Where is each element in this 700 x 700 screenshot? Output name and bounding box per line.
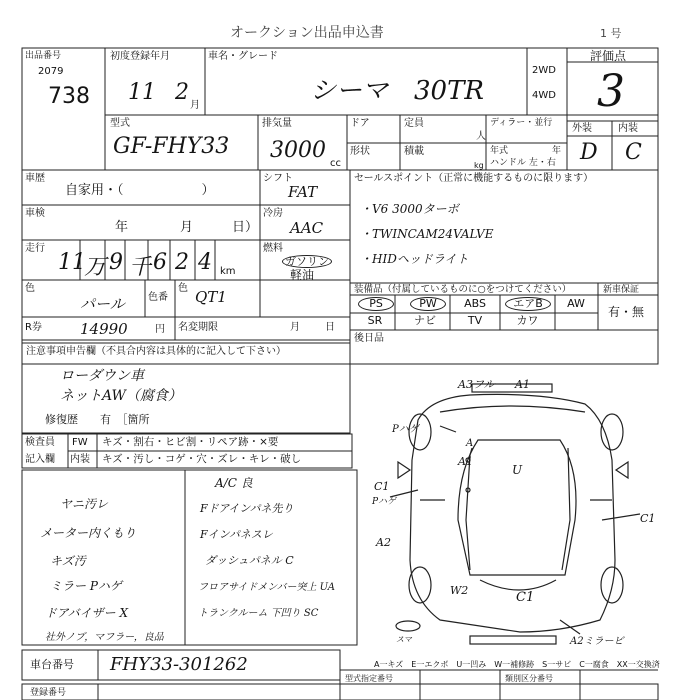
remark-right-3: Fインパネスレ (200, 528, 273, 541)
notes-label: 注意事項申告欄（不具合内容は具体的に記入して下さい） (26, 346, 286, 357)
header-corner-right: 1 号 (600, 27, 622, 40)
inspector-label-1: 検査員 (25, 437, 55, 448)
mark-w2: W2 (450, 584, 469, 597)
fuel-diesel: 軽油 (290, 268, 315, 282)
recycle-unit: 円 (155, 324, 165, 335)
selling-points-label: セールスポイント（正常に機能するものに限ります） (354, 173, 594, 184)
remark-right-2: Fドアインパネ先り (200, 502, 294, 515)
new-car-warranty-value: 有・無 (608, 305, 645, 319)
plate-label: 名変期限 (178, 322, 218, 333)
mileage-d4: 6 (153, 250, 167, 275)
recycle-label: R券 (25, 322, 42, 333)
mileage-d1: 万 (84, 255, 107, 280)
fuel-label: 燃料 (263, 243, 283, 254)
remark-left-4: ミラー Pハゲ (50, 579, 122, 593)
inspector-fw-items: キズ・割右・ヒビ割・リペア跡・×要 (102, 436, 279, 448)
exterior-grade: D (580, 140, 598, 165)
dealer-label: ディラー・並行 (490, 118, 553, 128)
model-label: 車名・グレード (208, 51, 278, 62)
drive-4wd: 4WD (532, 90, 556, 101)
remark-right-5: フロアサイドメンバー突上 UA (198, 582, 336, 593)
inspector-int-items: キズ・汚し・コゲ・穴・ズレ・キレ・破し (102, 453, 302, 465)
type-value: GF-FHY33 (113, 134, 230, 159)
load-unit: kg (474, 161, 484, 170)
registration-label: 初度登録年月 (110, 51, 170, 62)
equip-ps: PS (358, 297, 394, 311)
remark-left-2: メーター内くもり (40, 526, 137, 540)
usage-value: 自家用・（ ） (65, 183, 215, 198)
mark-p-hage-left: Pハゲ (372, 497, 397, 507)
color-code-color-label: 色 (178, 283, 188, 294)
form-title: オークション出品申込書 (230, 25, 384, 41)
remark-left-1: ヤニ汚レ (60, 497, 109, 511)
mark-a1-front: A1 (458, 455, 473, 468)
recycle-value: 14990 (80, 320, 128, 338)
mileage-d0: 11 (58, 250, 86, 275)
drive-2wd: 2WD (532, 65, 556, 76)
equipment-label: 装備品（付属しているものに○をつけてください） (354, 284, 572, 295)
interior-grade: C (625, 140, 642, 165)
equip-navi: ナビ (414, 314, 436, 327)
plate-month-unit: 月 (290, 322, 300, 333)
equip-pw: PW (410, 297, 446, 311)
mark-a2-left: A2 (376, 536, 391, 549)
shape-label: 形状 (350, 146, 370, 157)
fuel-gasoline: ガソリン (282, 255, 332, 268)
remark-left-5: ドアバイザー X (45, 606, 129, 620)
inspection-label: 車検 (25, 208, 45, 219)
usage-label: 車歴 (25, 173, 45, 184)
mileage-d3: 千 (129, 255, 152, 280)
remark-left-6: 社外ノブ，マフラー，良品 (45, 632, 164, 643)
rating-label: 評価点 (590, 49, 627, 63)
selling-point-3: ・HIDヘッドライト (360, 252, 469, 266)
remark-left-3: キズ汚 (50, 554, 86, 568)
car-diagram (390, 384, 640, 644)
inspector-int-label: 内装 (70, 454, 90, 465)
lot-sub: 2079 (38, 66, 64, 77)
color-code-label: 色番 (148, 292, 168, 303)
inspector-fw-label: FW (72, 437, 88, 448)
inspection-year-unit: 年 (115, 220, 129, 235)
inspector-label-2: 記入欄 (25, 454, 55, 465)
remark-right-6: トランクルーム 下凹り SC (198, 608, 319, 619)
mark-a-mirror: A (466, 438, 474, 449)
model-value: シーマ 30TR (310, 76, 485, 106)
note-line-1: ローダウン車 (60, 368, 144, 384)
color-value: パール (80, 295, 125, 313)
remark-right-4: ダッシュパネル C (205, 554, 294, 567)
equip-aw: AW (567, 297, 585, 310)
year-unit: 年 (552, 146, 562, 156)
mark-c1-right: C1 (640, 512, 656, 525)
type-label: 型式 (110, 118, 130, 129)
plate-day-unit: 日 (325, 322, 335, 333)
mark-u: U (512, 463, 523, 477)
color-label: 色 (25, 283, 35, 294)
inspection-month-unit: 月 (180, 220, 194, 235)
interior-label: 内装 (618, 123, 638, 134)
equip-leather: カワ (516, 314, 539, 327)
selling-point-1: ・V6 3000ターボ (360, 202, 459, 216)
capacity-unit: 人 (476, 131, 486, 142)
shift-label: シフト (263, 173, 293, 184)
note-line-2: ネットAW（腐食） (60, 388, 182, 404)
lot-label: 出品番号 (25, 51, 62, 61)
equip-abs: ABS (464, 297, 486, 310)
registration-month-unit: 月 (190, 100, 200, 111)
doors-label: ドア (350, 118, 370, 129)
mileage-d5: 2 (175, 250, 189, 275)
color-code: QT1 (195, 288, 227, 306)
lot-number: 738 (48, 84, 90, 109)
mark-a2-mirror: A2ミラービ (570, 636, 624, 647)
chassis-label: 車台番号 (30, 658, 74, 671)
bottom-cell-c: 登録番号 (30, 688, 67, 698)
mileage-d2: 9 (109, 250, 123, 275)
mark-c1-left: C1 (374, 480, 390, 493)
displacement-unit: cc (330, 158, 341, 169)
aircon-label: 冷房 (263, 208, 283, 219)
displacement-label: 排気量 (262, 118, 292, 129)
registration-month: 2 (175, 80, 189, 105)
repair-history: 修復歴 有 ［箇所 (45, 413, 150, 426)
mark-spare: スマ (396, 635, 412, 644)
chassis-value: FHY33-301262 (110, 654, 248, 675)
equip-tv: TV (467, 314, 483, 327)
new-car-warranty-label: 新車保証 (603, 285, 640, 295)
handle-label: ハンドル 左・右 (490, 158, 556, 168)
equip-airbag: エアB (505, 297, 551, 311)
registration-year: 11 (128, 80, 156, 105)
equip-sr: SR (367, 314, 383, 327)
bottom-cell-a: 型式指定番号 (345, 674, 393, 683)
year-label: 年式 (490, 146, 509, 156)
shift-value: FAT (288, 183, 318, 201)
load-label: 積載 (404, 146, 424, 157)
selling-point-2: ・TWINCAM24VALVE (360, 227, 494, 241)
aircon-value: AAC (290, 219, 324, 237)
mark-p-hage-top: Pハゲ (392, 424, 419, 435)
mileage-label: 走行 (25, 243, 45, 254)
displacement-value: 3000 (270, 138, 326, 163)
damage-legend: A一キズ E一エクボ U一凹み W一補修跡 S一サビ C一腐食 XX一交換済 (374, 660, 660, 669)
mark-a3-full: A3フル (458, 378, 495, 391)
remark-right-1: A/C 良 (215, 476, 253, 490)
rating-value: 3 (597, 66, 625, 117)
mileage-d6: 4 (198, 250, 212, 275)
bottom-cell-b: 類別区分番号 (505, 674, 553, 683)
post-items-label: 後日品 (354, 333, 384, 344)
mark-c1-rear: C1 (516, 590, 535, 605)
capacity-label: 定員 (404, 118, 424, 129)
mark-a1-top: A1 (515, 378, 530, 391)
inspection-day-unit: 日） (232, 220, 259, 235)
exterior-label: 外装 (572, 123, 592, 134)
mileage-unit: km (220, 266, 236, 277)
